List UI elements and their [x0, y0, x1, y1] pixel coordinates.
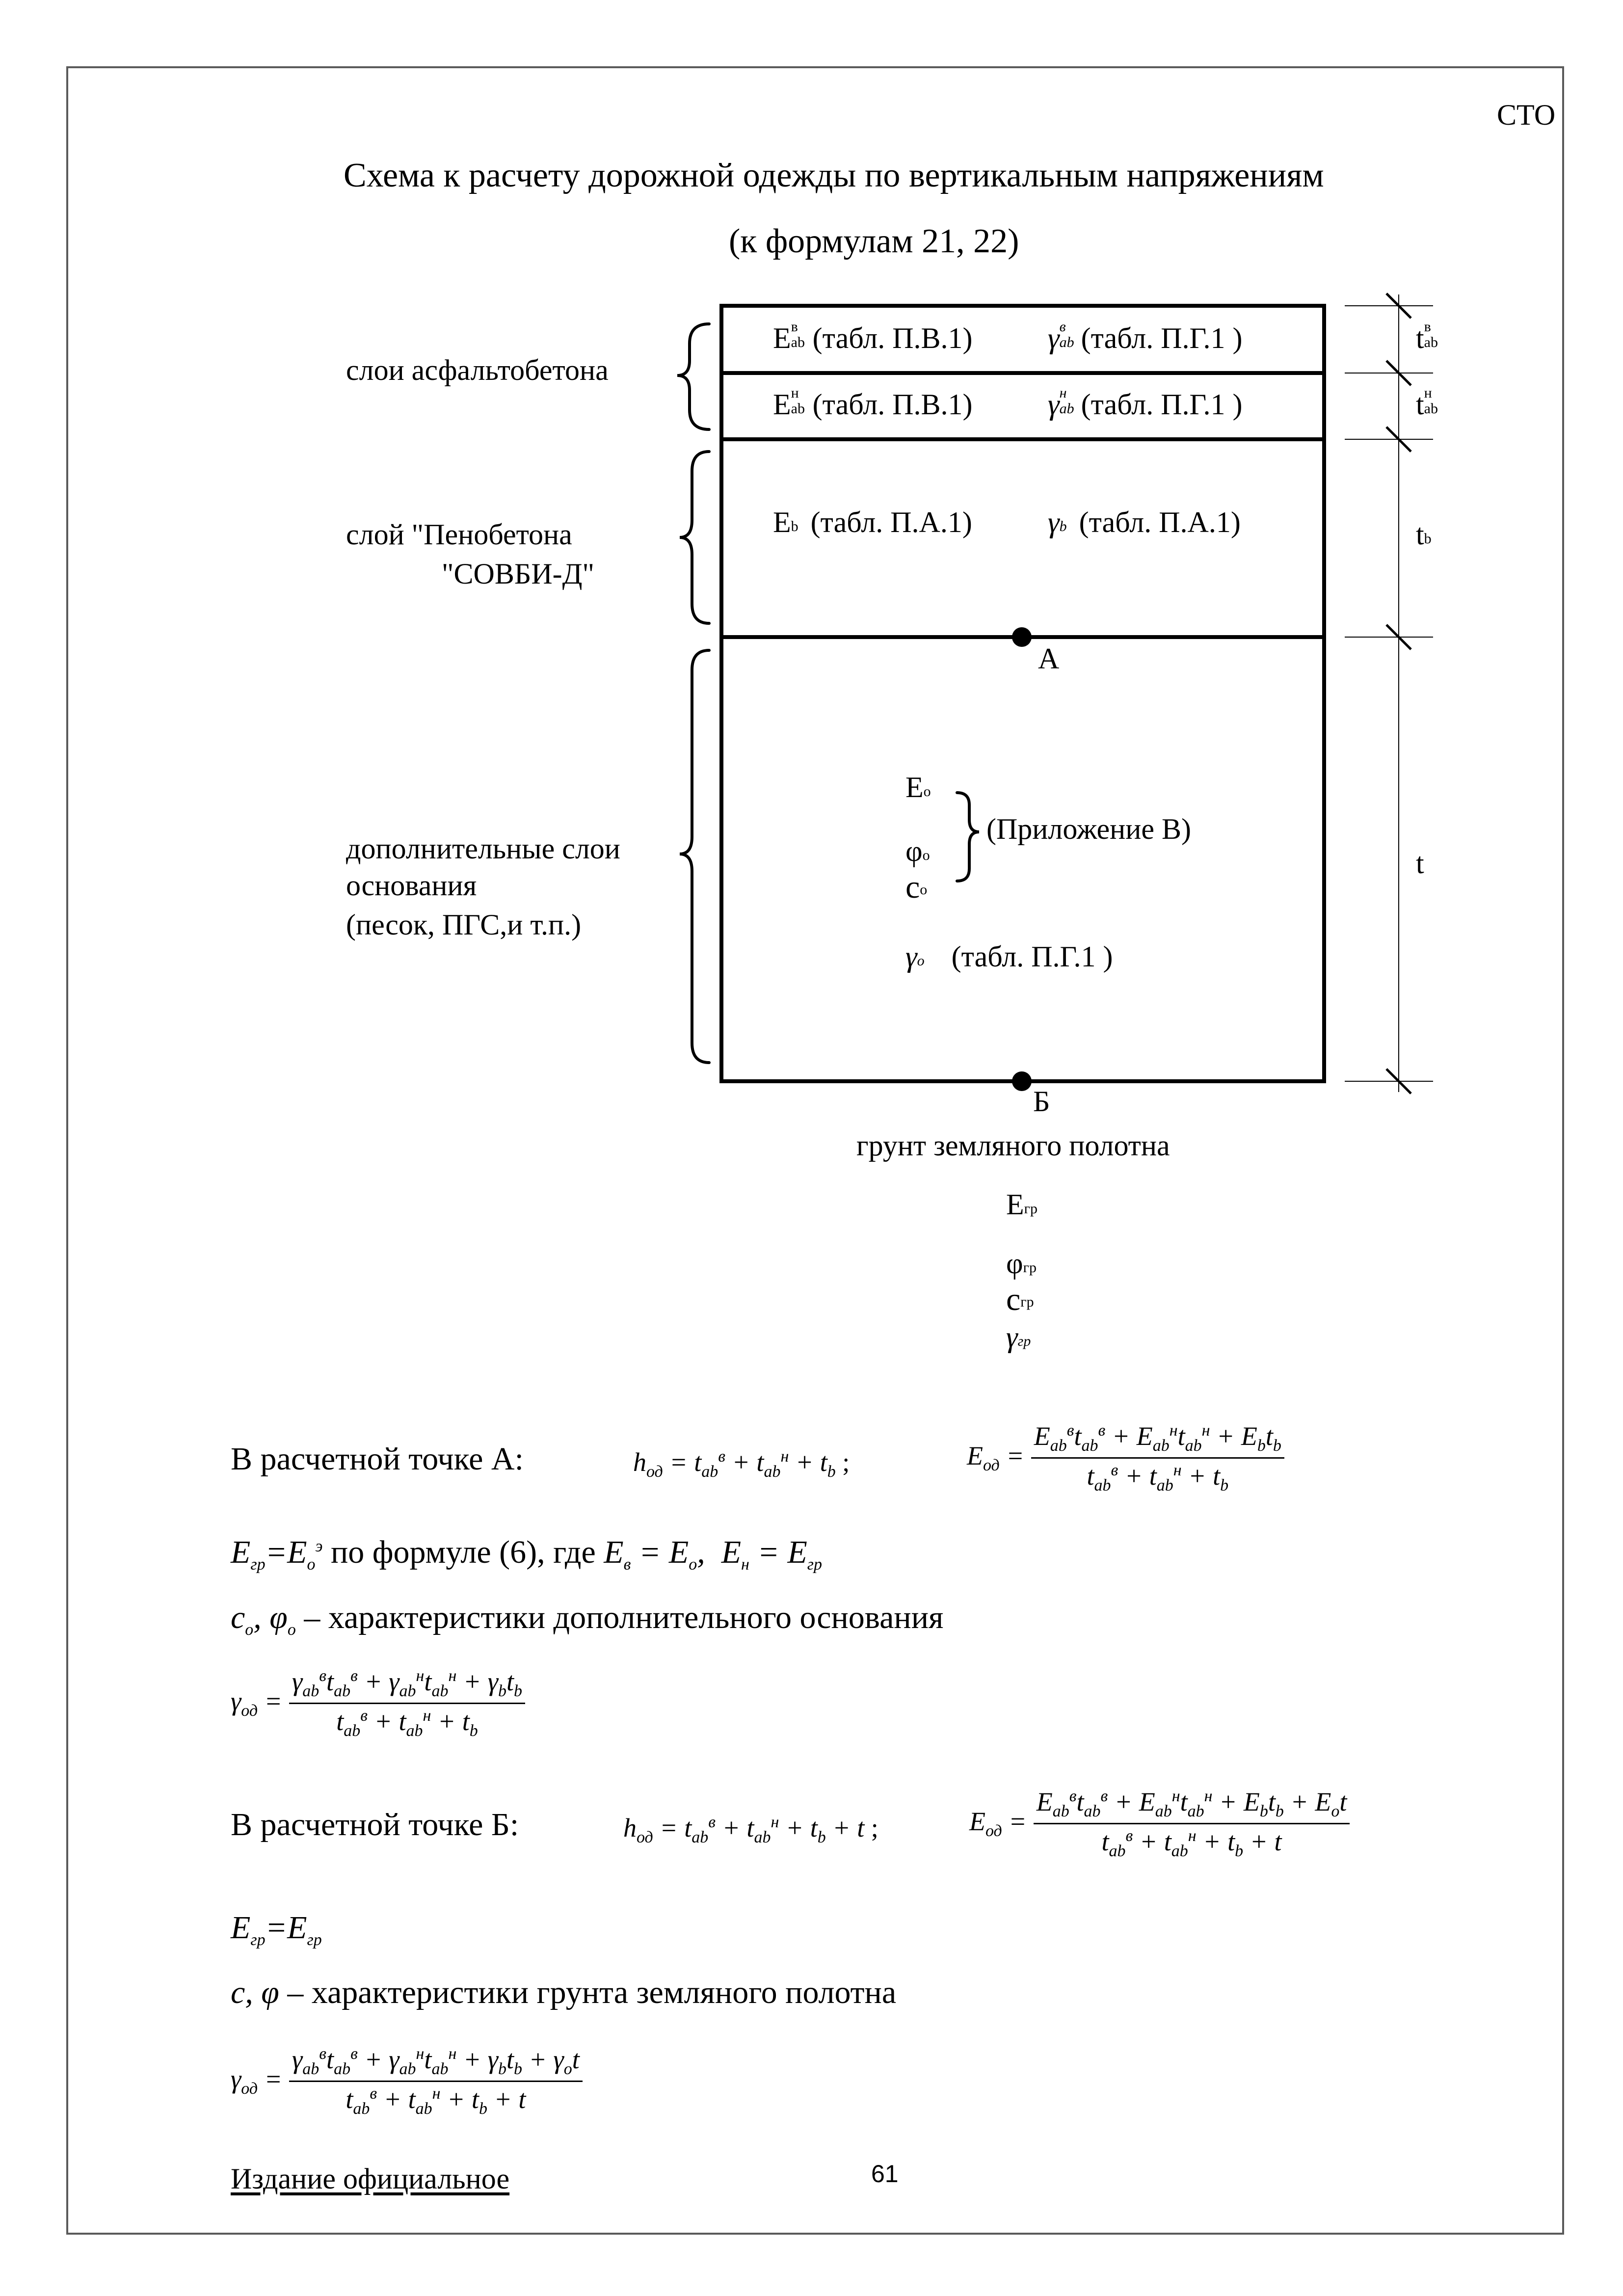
thickness-t3: t b [1416, 518, 1432, 551]
subgrade-friction-angle: φ гр [1006, 1247, 1037, 1280]
foam-layer-label-2: "СОВБИ-Д" [442, 558, 595, 590]
point-b-heading: В расчетной точке Б: [231, 1807, 519, 1842]
thickness-t4: t [1416, 847, 1424, 880]
thickness-t2: t н ab [1416, 385, 1438, 421]
subgrade-label: грунт земляного полотна [856, 1129, 1170, 1162]
row4-friction-angle: φ o [905, 835, 930, 867]
row3-modulus: E b (табл. П.А.1) [773, 506, 972, 538]
row4-cohesion: c o [905, 869, 928, 905]
subgrade-modulus: E гр [1006, 1188, 1038, 1221]
figure-title: Схема к расчету дорожной одежды по вертикальным напряжениям [344, 157, 1324, 194]
subgrade-cohesion: c гр [1006, 1281, 1034, 1317]
formula-gamma-b: $\gamma_{од}$ = $\frac{\gamma_{ab}^вt_{ab}^в + \gamma_{ab}^нt_{ab}^н + \gamma_bt_b + \gamma_ot}{t_{ab}^в + t_{ab}^н + t_b + t}$ [231, 2044, 583, 2118]
formula-h-b: $h_{од} = t_{ab}^в + t_{ab}^н + t_b + t$ ; [623, 1813, 878, 1846]
point-b-params: c, φ – характеристики грунта земляного полотна [231, 1975, 897, 2010]
thickness-t1: t в ab [1416, 319, 1438, 354]
subgrade-weight: γ гр [1006, 1321, 1031, 1353]
row4-weight: γ o (табл. П.Г.1 ) [905, 940, 1113, 973]
row1-weight: γ в ab (табл. П.Г.1 ) [1048, 319, 1243, 354]
row4-appendix-ref: (Приложение В) [986, 813, 1192, 845]
point-a-label: А [1038, 642, 1060, 675]
extra-layers-label-2: основания [346, 869, 477, 902]
formula-h-a: $h_{од} = t_{ab}^в + t_{ab}^н + t_b$ ; [633, 1447, 850, 1481]
formula-E-a: $E_{од}$ = $\frac{E_{ab}^вt_{ab}^в + E_{ab}^нt_{ab}^н + E_bt_b}{t_{ab}^в + t_{ab}^н + t_b}$ [967, 1421, 1284, 1495]
row3-weight: γ b (табл. П.А.1) [1048, 506, 1241, 538]
row2-modulus: E н ab (табл. П.В.1) [773, 385, 973, 421]
page-number: 61 [871, 2160, 899, 2188]
point-a-heading: В расчетной точке А: [231, 1441, 524, 1477]
point-b-relation: $E_{гр}=E_{гр}$ [231, 1910, 322, 1949]
row4-modulus: E o [905, 771, 931, 803]
document-code: СТО [1497, 99, 1556, 131]
foam-layer-label-1: слой "Пенобетона [346, 518, 572, 551]
formula-E-b: $E_{од}$ = $\frac{E_{ab}^вt_{ab}^в + E_{ab}^нt_{ab}^н + E_bt_b + E_ot}{t_{ab}^в + t_{ab}^н + t_b + t}$ [969, 1787, 1350, 1861]
point-a-marker [1012, 627, 1032, 647]
row2-weight: γ н ab (табл. П.Г.1 ) [1048, 385, 1243, 421]
point-a-relation: $E_{гр}=E_о^э$ по формуле (6), где $E_в = E_о$, $E_н = E_{гр}$ [231, 1534, 823, 1574]
extra-layers-label-1: дополнительные слои [346, 832, 620, 865]
figure-subtitle: (к формулам 21, 22) [729, 222, 1019, 260]
point-b-marker [1012, 1071, 1032, 1091]
asphalt-layers-label: слои асфальтобетона [346, 354, 609, 386]
extra-layers-label-3: (песок, ПГС,и т.п.) [346, 908, 582, 941]
point-b-label: Б [1033, 1085, 1050, 1118]
edition-note: Издание официальное [231, 2163, 510, 2195]
formula-gamma-a: $\gamma_{од}$ = $\frac{\gamma_{ab}^вt_{ab}^в + \gamma_{ab}^нt_{ab}^н + \gamma_bt_b}{t_{ab}^в + t_{ab}^н + t_b}$ [231, 1666, 525, 1740]
row1-modulus: E в ab (табл. П.В.1) [773, 319, 973, 354]
point-a-params: $c_о$, $\varphi_о$ – характеристики дополнительного основания [231, 1600, 944, 1639]
